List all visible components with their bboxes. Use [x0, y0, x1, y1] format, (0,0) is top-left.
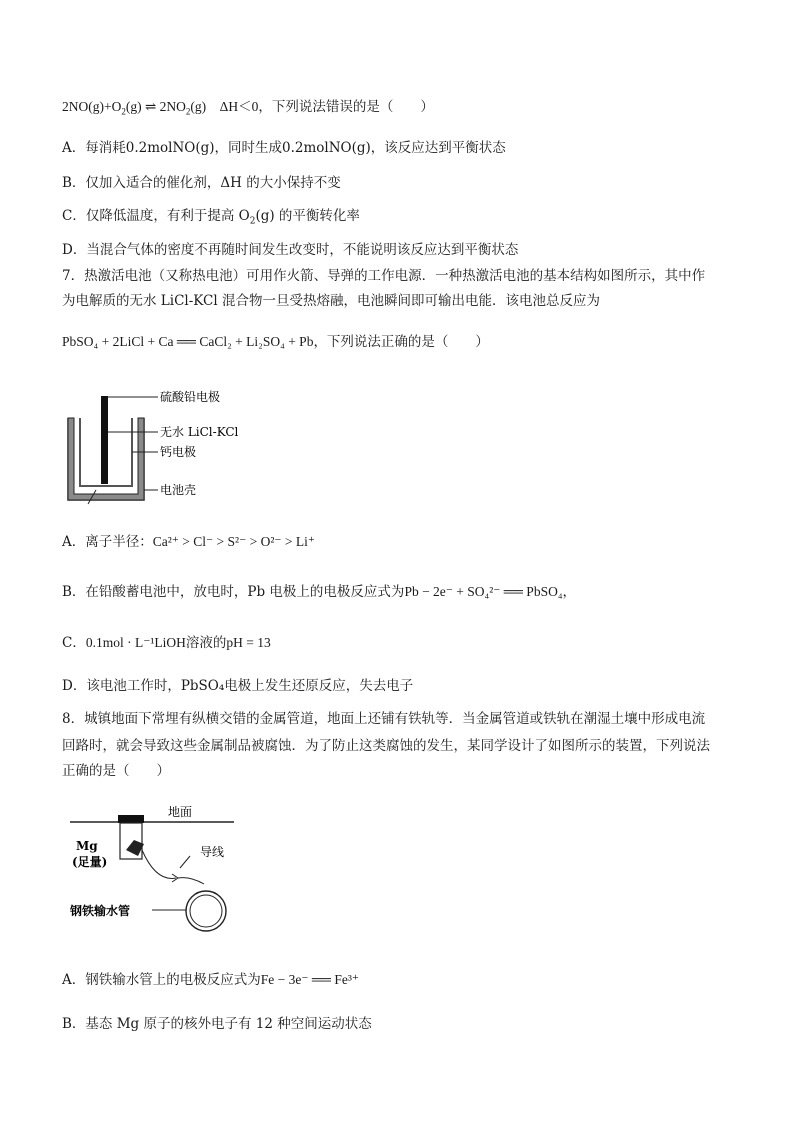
q7-stem-line1: 7．热激活电池（又称热电池）可用作火箭、导弹的工作电源．一种热激活电池的基本结构如图所示，其中作	[62, 268, 706, 284]
battery-diagram	[60, 380, 320, 510]
label-electrode: 硫酸铅电极	[160, 390, 221, 404]
q6-equation-line	[62, 97, 434, 117]
q6-delta-h: ΔH＜0	[219, 99, 259, 114]
label-electrolyte: 无水 LiCl-KCl	[160, 425, 239, 439]
wire	[142, 850, 176, 878]
lead-sulfate-electrode	[101, 396, 108, 484]
q6-option-c-sub: 2	[249, 216, 256, 227]
q7-option-a-eq: Ca²⁺ > Cl⁻ > S²⁻ > O²⁻ > Li⁺	[152, 534, 315, 549]
q7-reaction: PbSO₄ + 2LiCl + Ca ══ CaCl₂ + Li₂SO₄ + Pb	[62, 334, 314, 349]
q7-option-b-post: ，	[562, 584, 577, 600]
q6-option-c-pre: C．仅降低温度，有利于提高 O	[62, 208, 250, 224]
wire-to-pipe	[178, 878, 204, 884]
leader-wire	[180, 856, 190, 868]
q6-eq-right: 2NO	[159, 99, 186, 114]
q6-sub-2: 2	[185, 106, 191, 117]
q7-option-b-eq: Pb − 2e⁻ + SO₄²⁻ ══ PbSO₄	[404, 584, 563, 599]
q8-stem-line2: 回路时，就会导致这些金属制品被腐蚀．为了防止这类腐蚀的发生，某同学设计了如图所示的装置，下列说法	[62, 738, 710, 754]
q8-option-a	[62, 970, 359, 990]
label-mg-note: (足量)	[72, 855, 108, 869]
q7-option-d: D．该电池工作时，PbSO₄电极上发生还原反应，失去电子	[62, 678, 414, 694]
q7-option-c-mid: 溶液的	[185, 635, 227, 651]
q6-eq-arrow: ⇌	[144, 99, 157, 114]
label-shell: 电池壳	[160, 483, 197, 497]
q7-reaction-line	[62, 332, 489, 352]
q6-eq-left: 2NO(g)+O	[62, 99, 122, 114]
label-calcium: 钙电极	[160, 445, 197, 459]
q7-option-b	[62, 582, 576, 602]
mg-block	[126, 840, 144, 856]
q6-option-a: A．每消耗0.2molNO(g)，同时生成0.2molNO(g)，该反应达到平衡状态	[62, 140, 506, 156]
q7-option-a	[62, 532, 315, 552]
pipe-protection-diagram	[64, 800, 264, 950]
q6-option-c	[62, 206, 360, 226]
label-pipe: 钢铁输水管	[70, 904, 131, 918]
q8-option-a-eq: Fe − 3e⁻ ══ Fe³⁺	[260, 972, 360, 987]
steel-pipe-inner	[190, 895, 222, 927]
q7-option-c-pre: C．	[62, 635, 86, 651]
q8-stem-line1: 8．城镇地面下常埋有纵横交错的金属管道，地面上还铺有铁轨等．当金属管道或铁轨在潮湿土壤中形成电流	[62, 711, 706, 727]
q6-option-d: D．当混合气体的密度不再随时间发生改变时，不能说明该反应达到平衡状态	[62, 242, 519, 258]
q7-option-c	[62, 633, 271, 653]
q7-stem-line2: 为电解质的无水 LiCl-KCl 混合物一旦受热熔融，电池瞬间即可输出电能．该电池总反应为	[62, 293, 600, 309]
q7-option-b-pre: B．在铅酸蓄电池中，放电时，Pb 电极上的电极反应式为	[62, 584, 405, 600]
label-mg: Mg	[76, 839, 98, 853]
label-wire: 导线	[200, 845, 225, 859]
q6-option-b: B．仅加入适合的催化剂，ΔH 的大小保持不变	[62, 175, 341, 191]
q6-eq-right2: (g)	[190, 99, 207, 114]
q7-option-c-eq2: pH = 13	[226, 635, 271, 650]
ground-cap	[118, 815, 144, 823]
q8-option-a-pre: A．钢铁输水管上的电极反应式为	[62, 972, 261, 988]
q6-option-c-post: (g) 的平衡转化率	[255, 208, 360, 224]
label-ground: 地面	[168, 805, 193, 819]
q7-reaction-suffix: ，下列说法正确的是（ ）	[313, 334, 489, 349]
q6-eq-mid: (g)	[125, 99, 142, 114]
q6-sub: 2	[121, 106, 126, 117]
q7-option-c-eq: 0.1mol · L⁻¹LiOH	[85, 635, 186, 650]
q8-stem-line3: 正确的是（ ）	[62, 763, 170, 779]
q6-stem-suffix: ，下列说法错误的是（ ）	[258, 99, 434, 114]
steel-pipe-outer	[186, 891, 226, 931]
q7-option-a-pre: A．离子半径：	[62, 534, 153, 550]
q8-option-b: B．基态 Mg 原子的核外电子有 12 种空间运动状态	[62, 1016, 372, 1032]
